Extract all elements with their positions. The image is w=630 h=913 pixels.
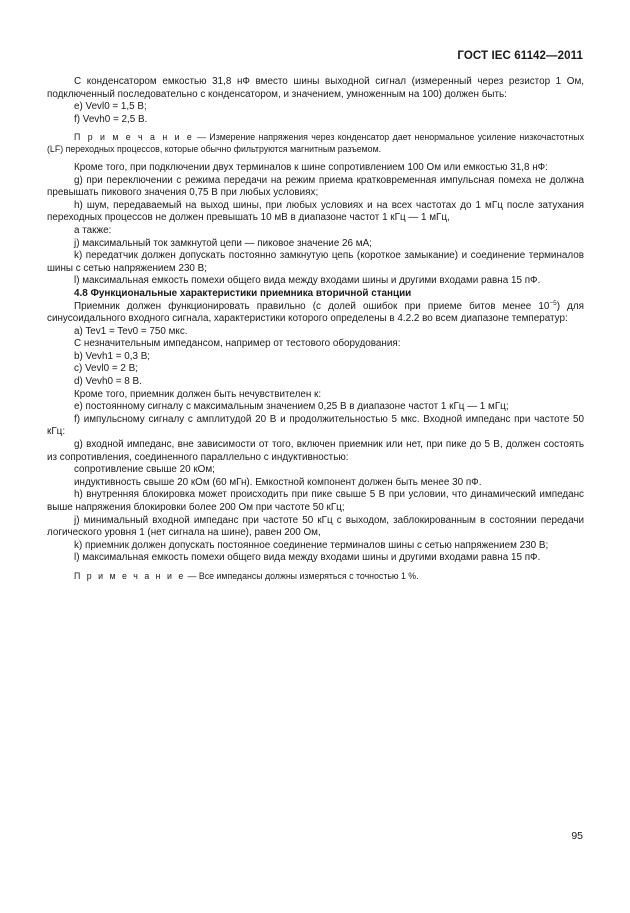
paragraph-text: Приемник должен функционировать правильно (с долей ошибок при приеме битов менее 10 xyxy=(74,300,550,312)
note-label: П р и м е ч а н и е xyxy=(74,570,186,581)
paragraph: сопротивление свыше 20 кОм; xyxy=(74,464,215,476)
document-body xyxy=(47,76,584,589)
page-number: 95 xyxy=(571,830,583,842)
list-item-k: k) приемник должен допускать постоянное соединение терминалов шины с сетью напряжением 230 В; xyxy=(74,539,549,551)
paragraph: Кроме того, при подключении двух терминалов к шине сопротивлением 100 Ом или емкостью 31,8 нФ: xyxy=(74,161,548,173)
list-item-l: l) максимальная емкость помехи общего вида между входами шины и другими входами равна 15 пФ. xyxy=(74,552,541,564)
list-item-c: c) Vevl0 = 2 В; xyxy=(74,363,138,375)
note xyxy=(47,571,584,583)
list-item-e: e) постоянному сигналу с максимальным значением 0,25 В в диапазоне частот 1 кГц — 1 мГц; xyxy=(74,401,509,413)
note xyxy=(47,132,584,156)
list-item-d: d) Vevh0 = 8 В. xyxy=(74,376,142,388)
list-item-h: h) внутренняя блокировка может происходить при пике свыше 5 В при условии, что динамический импеданс выше напряжения блокировки более 200 Ом при частоте 50 кГц; xyxy=(47,489,584,513)
list-item-f: f) Vevh0 = 2,5 В. xyxy=(74,113,148,125)
list-item-g: g) входной импеданс, вне зависимости от того, включен приемник или нет, при пике до 5 В, должен состоять из сопротивления, соединенного параллельно с индуктивностью: xyxy=(47,439,584,463)
note-text: — Все импедансы должны измеряться с точностью 1 %. xyxy=(185,570,419,581)
list-item-b: b) Vevh1 = 0,3 В; xyxy=(74,350,151,362)
list-item-g: g) при переключении с режима передачи на режим приема кратковременная импульсная помеха не должна превышать пикового значения 0,75 В при любых условиях; xyxy=(47,174,584,199)
document-header-title: ГОСТ IEC 61142—2011 xyxy=(457,50,583,62)
list-item-l: l) максимальная емкость помехи общего вида между входами шины и другими входами равна 15 пФ. xyxy=(74,275,541,287)
paragraph-text: ) для синусоидального входного сигнала, характеристики которого определены в 4.2.2 во всем диапазоне температур: xyxy=(47,300,584,325)
paragraph: а также: xyxy=(74,224,112,236)
superscript: −5 xyxy=(549,299,557,307)
list-item-a: a) Tev1 = Tev0 = 750 мкс. xyxy=(74,325,188,337)
list-item-k: k) передатчик должен допускать постоянно замкнутую цепь (короткое замыкание) и соединение терминалов шины с сетью напряжением 230 В; xyxy=(47,250,584,274)
paragraph xyxy=(47,301,584,326)
list-item-h: h) шум, передаваемый на выход шины, при любых условиях и на всех частотах до 1 мГц после затухания переходных процессов не должен превышать 10 мВ в диапазоне частот 1 кГц — 1 мГц, xyxy=(47,199,584,224)
paragraph: индуктивность свыше 20 кОм (60 мГн). Емкостной компонент должен быть менее 30 пФ. xyxy=(74,476,482,488)
note-text: — Измерение напряжения через конденсатор дает ненормальное усиление низкочастотных (LF) переходных процессов, которые обычно фильтруются магнитным разъемом. xyxy=(47,132,584,155)
paragraph: Кроме того, приемник должен быть нечувствителен к: xyxy=(74,388,322,400)
list-item-e: e) Vevl0 = 1,5 В; xyxy=(74,101,147,113)
section-heading: 4.8 Функциональные характеристики приемника вторичной станции xyxy=(74,287,412,299)
list-item-j: j) максимальный ток замкнутой цепи — пиковое значение 26 мА; xyxy=(74,237,372,249)
paragraph: С незначительным импедансом, например от тестового оборудования: xyxy=(74,338,401,350)
note-label: П р и м е ч а н и е xyxy=(74,132,194,143)
list-item-f: f) импульсному сигналу с амплитудой 20 В и продолжительностью 5 мкс. Входной импеданс при частоте 50 кГц: xyxy=(47,413,584,438)
list-item-j: j) минимальный входной импеданс при частоте 50 кГц с выходом, заблокированным в состоянии передачи логического уровня 1 (нет сигнала на шине), равен 200 Ом, xyxy=(47,514,584,539)
paragraph: С конденсатором емкостью 31,8 нФ вместо шины выходной сигнал (измеренный через резистор 1 Ом, подключенный последовательно с конденсатором, и значением, умноженным на 100) должен быть: xyxy=(47,76,584,100)
